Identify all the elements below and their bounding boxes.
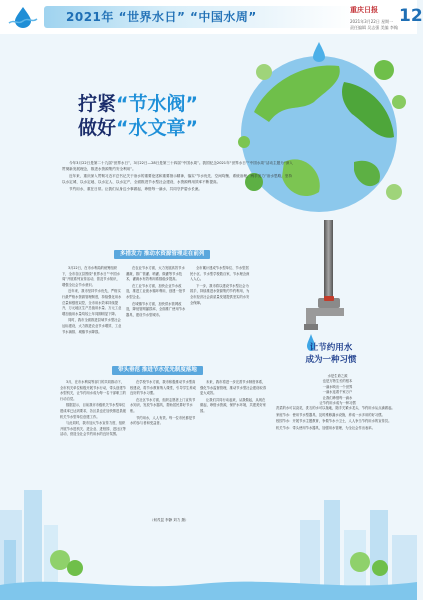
poem-title-line2: 成为一种习惯 xyxy=(305,355,357,365)
paragraph: 近年来，我市坚持节水优先，严格实行最严格水资源管理制度，持续强化用水总量和强度双控，全市用水效率持续提升，万元地区生产总值用水量、万元工业增加值用水量均较上年同期明显下降。 xyxy=(62,289,122,316)
paragraph: 全市累计建成节水型单位、节水型居民小区、节水型学校数百家，节水理念深入人心。 xyxy=(190,266,250,282)
title-line1-prefix: 拧紧 xyxy=(78,93,117,115)
lead-paragraph: 节约用水，重在日常。让我们从身边小事做起，珍惜每一滴水，共同守护碧水长流。 xyxy=(69,187,202,191)
poem-paragraph: 家庭节水：使用节水型器具，及时维修漏水设施，养成一水多用的好习惯。 xyxy=(276,412,385,417)
paragraph: 下一步，我市将以建设节水型社会为抓手，持续推进水资源集约节约利用，为全市经济社会高质量发展提供坚实的水安全保障。 xyxy=(190,283,250,305)
poem-title-line1: 让节约用水 xyxy=(309,343,353,353)
main-title xyxy=(78,92,198,140)
poem-line: 让我们珍惜每一滴水 xyxy=(322,395,353,400)
poem-paragraph: 校园节水：开展节水主题教育，争做节水小卫士，人人争当节约用水的宣传员。 xyxy=(276,419,392,424)
city-skyline-illustration xyxy=(0,450,417,600)
poem-body xyxy=(270,374,405,432)
section2-column1 xyxy=(60,380,126,439)
lead-text xyxy=(62,160,294,193)
water-pipe xyxy=(324,220,333,300)
poem-line: 一滴水映出一个世界 xyxy=(322,384,353,389)
page-number: 12 xyxy=(399,6,423,26)
section-heading: 多措发力 推动水资源管理走在前列 xyxy=(114,250,210,259)
paragraph: 未来，我市将进一步完善节水制度体系，强化节水监督管理，推动节水型社会建设取得更大成效。 xyxy=(200,380,266,396)
header-date: 2021年3月22日 星期一 xyxy=(350,19,394,24)
paragraph: 让我们共同行动起来，从我做起，从现在做起，珍惜水资源，保护水环境，共建美好家园。 xyxy=(200,397,266,413)
title-line2-prefix: 做好 xyxy=(78,117,117,139)
poem-title xyxy=(296,342,366,366)
paragraph: 在农业节水方面，大力发展高效节水灌溉，推广管灌、喷灌、微灌等节水技术，灌溉水有效利用系数稳步提高。 xyxy=(126,266,185,282)
paragraph: 与此同时，我市加大节水宣传力度，组织开展节水进机关、进企业、进校园、进社区等活动，营造全社会节约用水的良好氛围。 xyxy=(60,421,126,437)
paragraph: 同时，我市全面推进县域节水型社会达标建设，大力推进农业节水增效、工业节水减排、城镇节水降损。 xyxy=(62,318,122,334)
banner-title: 2021年 “世界水日” “中国水周” xyxy=(66,10,257,24)
section2-column2 xyxy=(130,380,196,428)
paragraph: 节约用水，人人有责。每一位市民都是节水的参与者和受益者。 xyxy=(130,415,196,426)
paragraph: 3月，在市水利局等部门的共同推动下，全市机关单位积极开展节水行动，带头创建节水型机关，让节约用水成为每一名干部职工的行动自觉。 xyxy=(60,380,126,401)
section2-column3 xyxy=(200,380,266,416)
paragraph: 数据显示，目前我市市级机关节水型单位建成率已达到要求，各区县也在加快推进县级机关节水型单位创建工作。 xyxy=(60,403,126,419)
poem-paragraph: 机关节水：带头使用节水器具，加强用水管理，为全社会作出表率。 xyxy=(276,425,375,430)
page-header xyxy=(0,0,423,34)
poem-line: 一滴水连着千家万户 xyxy=(322,390,353,395)
section1-column3 xyxy=(190,266,250,307)
section1-column2 xyxy=(126,266,186,319)
section-heading: 带头垂范 推进节水优先制度落地 xyxy=(112,366,203,375)
poem-line: 让节约用水成为一种习惯 xyxy=(319,401,356,406)
earth-globe-illustration xyxy=(224,42,414,232)
poem-line: 也是万物生长的根本 xyxy=(322,379,353,384)
paragraph: 在工业节水方面，加快企业节水改造，推进工业废水循环利用，创建一批节水型企业。 xyxy=(126,283,186,299)
poem-paragraph: 洗菜的水可以浇花，洗衣的水可以拖地，随手关紧水龙头，节约用水从点滴做起。 xyxy=(276,406,395,411)
title-line1-highlight: “节水阀” xyxy=(116,93,198,115)
water-drop-logo-icon xyxy=(6,5,40,29)
title-line2-highlight: “水文章” xyxy=(116,117,198,139)
lead-paragraph: 近年来，重庆深入贯彻习近平总书记关于治水的重要论述和重要指示精神，落实“节水优先、空间均衡、系统治理、两手发力”治水思路，坚持以水定城、以水定地、以水定人、以水定产，全面推进节水型社会建设，水资源利用效率不断提高。 xyxy=(62,174,292,184)
photo-credit: （何茂昆 李静 刘力 摄） xyxy=(150,518,189,522)
paragraph: 3月22日，在市水利局的统筹组织下，全市各区县围绕“世界水日”“中国水周”开展系列宣传活动，普及节水知识，增强全社会节水意识。 xyxy=(62,266,120,287)
paragraph: 在城镇节水方面，加快供水管网改造，降低管网漏损率，全面推广使用节水器具，建设节水型城市。 xyxy=(126,301,186,317)
header-editor: 责任编辑 吴志强 美编 李翰 xyxy=(350,25,398,30)
paragraph: 在学校节水方面，我市积极推动节水型高校建设，将节水教育纳入课堂，引导学生养成良好的节水习惯。 xyxy=(130,380,196,396)
poem-line: 水是生命之源 xyxy=(327,374,348,378)
section1-column1 xyxy=(62,266,122,336)
lead-paragraph: 今年3月22日是第二十九届“世界水日”，3月22日—28日是第三十四届“中国水周”。我国纪念2021年“世界水日”“中国水周”活动主题为“深入贯彻新发展理念，推进水资源集约安全利用”。 xyxy=(62,161,293,171)
paragraph: 在社区节水方面，组织志愿者上门宣传节水知识，发放节水器具，帮助居民算好节水账。 xyxy=(130,397,196,413)
newspaper-name: 重庆日报 xyxy=(350,5,378,14)
